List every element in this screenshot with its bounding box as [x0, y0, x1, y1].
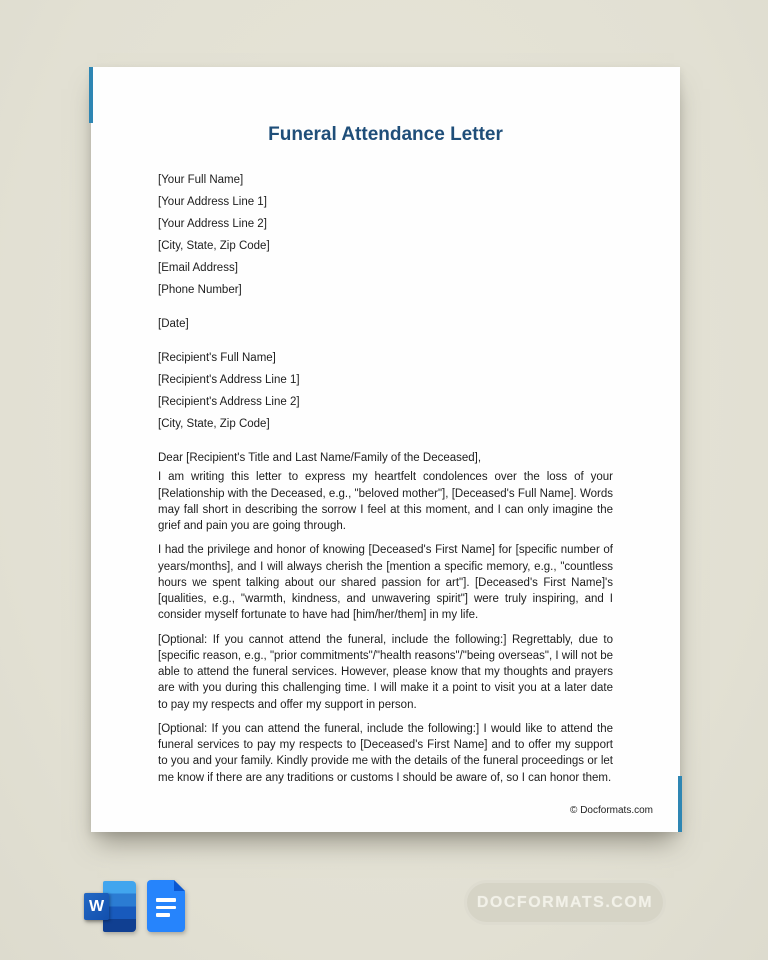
sender-address-block [158, 172, 613, 298]
date-line: [Date] [158, 317, 189, 330]
letter-paragraph-2: I had the privilege and honor of knowing [Deceased's First Name] for [specific number of years/months], and I will always cherish the [mention a specific memory, e.g., "countless hours we spent talking about our shared passion for art"]. [Deceased's First Name]'s [qualities, e.g., "warmth, kindness, and unwavering spirit"] were truly inspiring, and I consider myself fortunate to have had [him/her/them] in my life. [158, 544, 613, 622]
word-letter-badge [84, 893, 109, 920]
sender-email: [Email Address] [158, 261, 238, 274]
recipient-address-block [158, 350, 613, 432]
recipient-full-name: [Recipient's Full Name] [158, 351, 276, 364]
letter-paragraph-4: [Optional: If you can attend the funeral, include the following:] I would like to attend the funeral services to pay my respects to [Deceased's First Name] and to offer my support to you and your family. Kindly provide me with the details of the funeral proceedings or let me know if there are any traditions or customs I should be aware of, so I can honor them. [158, 722, 613, 784]
sender-address-line-1: [Your Address Line 1] [158, 195, 267, 208]
letter-paragraph-1: I am writing this letter to express my heartfelt condolences over the loss of your [Relationship with the Deceased, e.g., "beloved mother"], [Deceased's Full Name]. Words may fall short in describing the sorrow I feel at this moment, and I can only imagine the grief and pain you are going through. [158, 471, 613, 533]
recipient-address-line-2: [Recipient's Address Line 2] [158, 395, 300, 408]
ms-word-icon[interactable] [84, 880, 136, 934]
accent-strip-bottom-right [678, 776, 682, 832]
google-docs-icon[interactable] [147, 880, 185, 932]
docformats-badge-label: DOCFORMATS.COM [476, 893, 654, 911]
gdocs-text-lines [156, 898, 176, 921]
sender-full-name: [Your Full Name] [158, 174, 244, 186]
document-page [91, 67, 680, 832]
salutation-line: Dear [Recipient's Title and Last Name/Family of the Deceased], [158, 451, 482, 464]
copyright-credit: © Docformats.com [570, 805, 653, 816]
recipient-address-line-1: [Recipient's Address Line 1] [158, 373, 300, 386]
gdocs-fold-corner [174, 880, 185, 891]
sender-address-line-2: [Your Address Line 2] [158, 217, 267, 230]
letter-paragraph-3: [Optional: If you cannot attend the funeral, include the following:] Regrettably, due to [specific reason, e.g., "prior commitments"/"health reasons"/"being overseas", I will not be able to attend the funeral services. However, please know that my thoughts and prayers are with you during this challenging time. I will make it a point to visit you at a later date to pay my respects and offer my support in person. [158, 633, 613, 711]
word-letter: W [88, 897, 105, 915]
docformats-badge[interactable] [467, 883, 663, 922]
sender-phone: [Phone Number] [158, 283, 242, 296]
accent-strip-top-left [89, 67, 93, 123]
recipient-city-state-zip: [City, State, Zip Code] [158, 417, 270, 430]
letter-title: Funeral Attendance Letter [268, 124, 503, 145]
sender-city-state-zip: [City, State, Zip Code] [158, 239, 270, 252]
